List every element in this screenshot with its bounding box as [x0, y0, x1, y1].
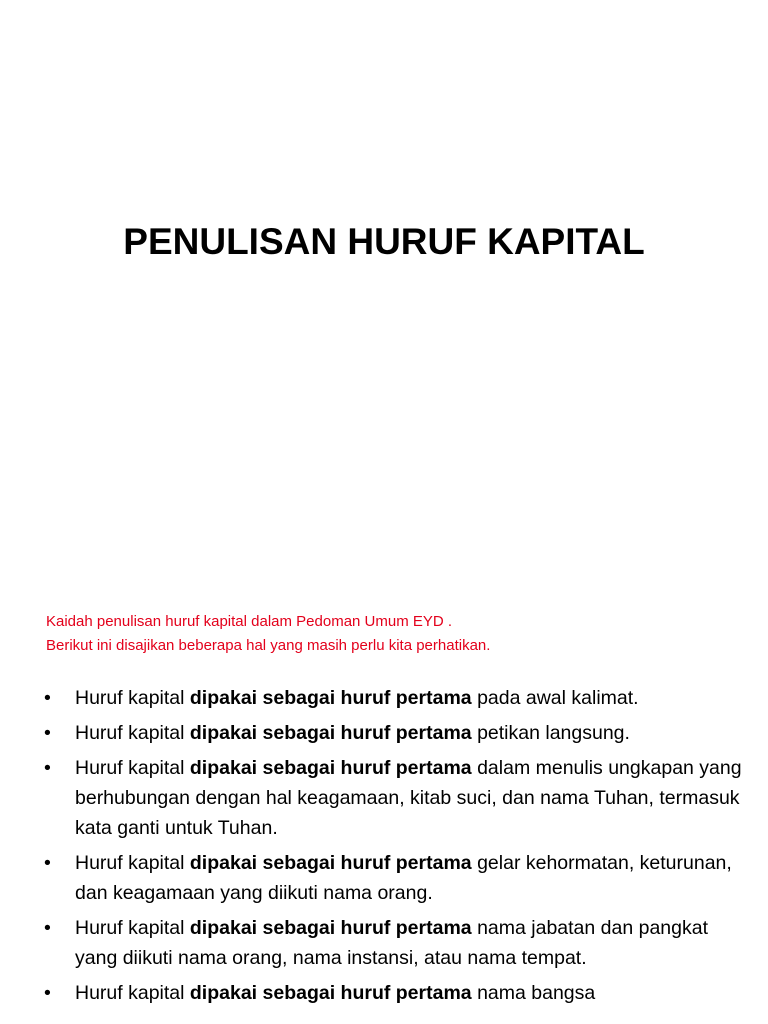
bullet-text-bold: dipakai sebagai huruf pertama — [189, 757, 472, 779]
bullet-icon: • — [44, 917, 51, 939]
bullet-text-post: pada awal kalimat. — [471, 687, 639, 709]
bullet-text-post: petikan langsung. — [471, 722, 630, 744]
list-item — [44, 978, 744, 1008]
bullet-text-pre: Huruf kapital — [75, 852, 190, 874]
bullet-text-bold: dipakai sebagai huruf pertama — [189, 982, 472, 1004]
list-item — [44, 683, 744, 713]
bullet-text-pre: Huruf kapital — [75, 722, 190, 744]
bullet-list — [44, 683, 744, 1013]
list-item — [44, 718, 744, 748]
bullet-text-bold: dipakai sebagai huruf pertama — [189, 722, 472, 744]
bullet-text-pre: Huruf kapital — [75, 917, 190, 939]
list-item — [44, 848, 744, 908]
intro-line: Kaidah penulisan huruf kapital dalam Pedoman Umum EYD . — [46, 613, 453, 630]
bullet-text-post: gelar kehormatan, keturunan, dan keagamaan yang diikuti nama orang. — [75, 852, 732, 904]
list-item — [44, 753, 744, 843]
intro-line: Berikut ini disajikan beberapa hal yang masih perlu kita perhatikan. — [46, 637, 491, 654]
bullet-text-pre: Huruf kapital — [75, 687, 190, 709]
bullet-text-post: nama jabatan dan pangkat yang diikuti nama orang, nama instansi, atau nama tempat. — [75, 917, 709, 969]
bullet-text-bold: dipakai sebagai huruf pertama — [189, 852, 472, 874]
bullet-text-pre: Huruf kapital — [75, 757, 190, 779]
bullet-icon: • — [44, 852, 51, 874]
bullet-icon: • — [44, 687, 51, 709]
slide-title: PENULISAN HURUF KAPITAL — [123, 221, 645, 262]
bullet-text-post: nama bangsa — [471, 982, 596, 1004]
bullet-text-post: dalam menulis ungkapan yang berhubungan dengan hal keagamaan, kitab suci, dan nama Tuhan, termasuk kata ganti untuk Tuhan. — [75, 757, 742, 839]
intro-note — [46, 610, 746, 658]
bullet-icon: • — [44, 982, 51, 1004]
bullet-text-bold: dipakai sebagai huruf pertama — [189, 917, 472, 939]
bullet-icon: • — [44, 757, 51, 779]
list-item — [44, 913, 744, 973]
bullet-text-bold: dipakai sebagai huruf pertama — [189, 687, 472, 709]
bullet-icon: • — [44, 722, 51, 744]
bullet-text-pre: Huruf kapital — [75, 982, 190, 1004]
